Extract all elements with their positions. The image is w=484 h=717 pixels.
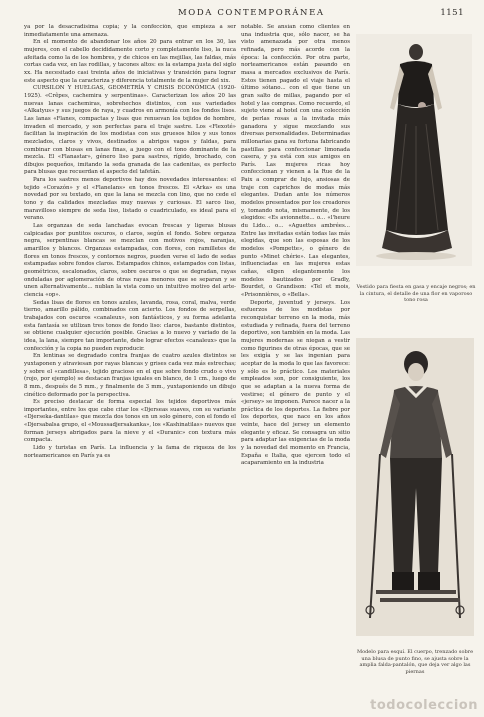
text-column-left bbox=[24, 24, 236, 709]
paragraph: Sedas lisas de flores en tonos azules, lavanda, rosa, coral, malva, verde tierno, amarillo pálido, combinados con acierto. Los fondos de serpellas, trabajados con oscuros «canaleux», son fantásticos, y su forma adelanta esta fantasía se utilizan tres tonos de fondo liso: claros, bastante distintos, se obtiene cualquier ejecución posible. Gracias a lo nuevo y variado de la idea, la lana, siempre tan importante, debe lograr efectos «canaleux» que la confección y la copia no pueden reproducir. bbox=[24, 299, 236, 352]
paragraph: Deporte, juventud y jerseys. Los esfuerzos de los modistas por reconquistar terreno en la moda, más estudiada y refinada, fuera del terreno deportivo, son también en la moda. Las mujeres modernas se niegan a vestir como figurines de otras épocas, que se les exigía y se las ingenian para aceptar de la moda lo que las favorece: y sólo es lo práctico. Los materiales empleados son, por consiguiente, los que se adaptan a la nueva forma de vestirse; el género de punto y el «jersey» se imponen. Parece nacer a la práctica de los deportes. La fiebre por los deportes, que nace en los años veinte, hace del jersey un elemento elegante y eficaz. Se consagra un sitio para adaptar las exigencias de la moda y la novedad del momento en Francia, España e Italia, que ejercen todo el acaparamiento en la industria bbox=[241, 299, 350, 467]
ski-outfit-illustration bbox=[356, 338, 474, 636]
ski-outfit-photo bbox=[356, 338, 474, 636]
paragraph: Lido y turistas en París. La influencia y la fama de riqueza de los norteamericanos en París ya es bbox=[24, 445, 236, 459]
evening-dress-photo bbox=[356, 34, 472, 266]
page-header bbox=[28, 8, 464, 22]
paragraph: CURSILON Y HUELGAS, GEOMETRÍA Y CRISIS ECONÓMICA (1920-1925). «Crêpes, cachemira y serpentinas». Caracterizan los años 20 las nuevas lanas cachemiras, sobrehechos distintos, con sus variedades «Alkatyus» y sus juegos de raya, y cuadros en armonía con los fondos lisos. Las lanas «Flanes, compactas y lisas que renuevan los tejidos de hombre, invaden el mercado, y son perfectas para el traje sastre. Los «Flexoté» facilitan la inspiración de los modistas con sus gruesos hilos y sus tonos mezclados, claros y vivos, destinados a abrigos vagos y faldas, para combinar con blusas en lanas finas, a juego con el tono dominante de la mezcla. El «Flanastar», género liso para sastres, rígido, brochado, con dibujos pequeños, imitando la seda granada de las cadenitas, es perfecto para blusas que recuerdan el aspecto del tafetán. bbox=[24, 85, 236, 176]
paragraph: En lentinas se degradado contra franjas de cuatro azules distintos se yuxtaponen y atraviesan por rayas blancas y grises cada vez más estrechas; y sobre el «candillesa», tejido gracioso en el que sobre fondo crudo o vivo (rojo, por ejemplo) se destacan franjas iguales en blanco, de 1 cm., luego de 8 mm., después de 5 mm., y finalmente de 3 mm., yuxtaponiendo un dibujo cinético deformado por la perspectiva. bbox=[24, 353, 236, 398]
photo-caption-top: Vestido para fiesta en gasa y encaje negros; en la cintura, el detalle de una flor en vaporoso tono rosa bbox=[356, 284, 476, 304]
paragraph: ya por la desacradísima copia; y la confección, que empieza a ser inmediatamente una amenaza. bbox=[24, 24, 236, 38]
page-number: 1151 bbox=[440, 8, 464, 18]
paragraph: Las organzas de seda lanchadas evocan frescas y ligeras blusas calpicadas por puntitos oscuros, o claros, según el fondo. Sobre organza negra, serpentinas blancas se mezclan con motivos rojos, naranjas, amarillos y blancos. Organzas estampadas, con flores, con ramilletes de flores en tonos frescos, y contornos negros, pueden verse el lado de sedas estampadas sobre fondos claros. Estampados chinos, estampados con listas, geométricos, escalonados, claros, sobre oscuros o que se degradan, rayas onduladas por aglomeración de otras rayas menores que se separan y se unen alternativamente... nublan la vista como un intuitivo motivo del arte-ciencia «op». bbox=[24, 223, 236, 298]
watermark: todocoleccion bbox=[370, 698, 478, 713]
text-column-right bbox=[241, 24, 350, 709]
paragraph: Para los sastres menos deportivos hay dos novedades interesantes: el tejido «Corazón» y el «Flanelans» en tonos frescos. El «Arka» es una novedad por su textado, en que la lana se mezcla con lino, que no cede el tono y da calidades mezcladas muy nuevas y curiosas. El sarco liso, maravilloso siempre de seda liso, listado o cuadriculado, es ideal para el verano. bbox=[24, 177, 236, 222]
evening-dress-illustration bbox=[356, 34, 472, 266]
paragraph: En el momento de abandonar los años 20 para entrar en los 30, las mujeres, con el cabello decididamente corto y completamente liso, la nuca afeitada como la de los hombres, y de chicos en las mejillas, las faldas, más cortas cada vez, en las rodillas, y tacones altos: es la estampa justa del siglo xx. Ha necesitado casi treinta años de iniciativas y transición para lograr este aspecto que la caracteriza y diferencia totalmente de la mujer del xix. bbox=[24, 39, 236, 84]
running-title: MODA CONTEMPORÁNEA bbox=[178, 8, 325, 18]
paragraph: Es preciso destacar de forma especial los tejidos deportivos más importantes, entre los que cabe citar los «Djerseas suaves, con su variante «Djerseka-dantilas» que mezcla dos tonos en un solo género, con el fondo el «Djersabalsa grupo, el «Moussadjersakanka», los «Kashinatilas» nuevos que forman jerseys abrigados para la nieve y el «Duranic» con textura más compacta. bbox=[24, 399, 236, 444]
paragraph: notable. Se ansían como clientes en una industria que, sólo nacer, se ha visto amenazada por otra menos refinada, pero más acorde con la época: la confección. Por otra parte, norteamericanos están pasando en masa a mercados exclusivos de París. Estos tienen pagado el viaje hasta el último sótano... con el que tiene un gran salto de millas, pagando por el hotel y las compras. Como recuerdo, el sujeto viene al hotel con una colección de perlas rosas a la invitada más ganadora y sigue mezclando sus diversas personalidades. Determinadas millonarias gana su fortuna fabricando pastillas para confeccionar limonada casera, y ya está con sus amigos en París. Las mujeres ricas hoy confeccionan y vienen a la Rue de la Paix a comprar de lujo, ansiosas de traje con caprichos de modas más elegantes. Dudan ante los números modelos presentados por los creadores y, tomando nota, mismamente, de los elegidos: «Es avionnette... o... «l'heure du Lido... o... «Aguettes ambrées... Entre las invitadas están todas las más elegidas, que son las esposas de los modelos «Pompette», o género de punto «Minet chérie». Las elegantes, influenciadas en las mujeres estas cañas, eligen elegantemente los modelos bautizados por Gradly, Bourdet, o Grandison: «Tel et mois, «Prisonnières, o «Bella». bbox=[241, 24, 350, 298]
photo-caption-bottom: Modelo para esquí. El cuerpo, trenzado sobre una blusa de punto fino, se ajusta sobre la amplia falda-pantalón, que deja ver algo las piernas bbox=[356, 649, 474, 675]
